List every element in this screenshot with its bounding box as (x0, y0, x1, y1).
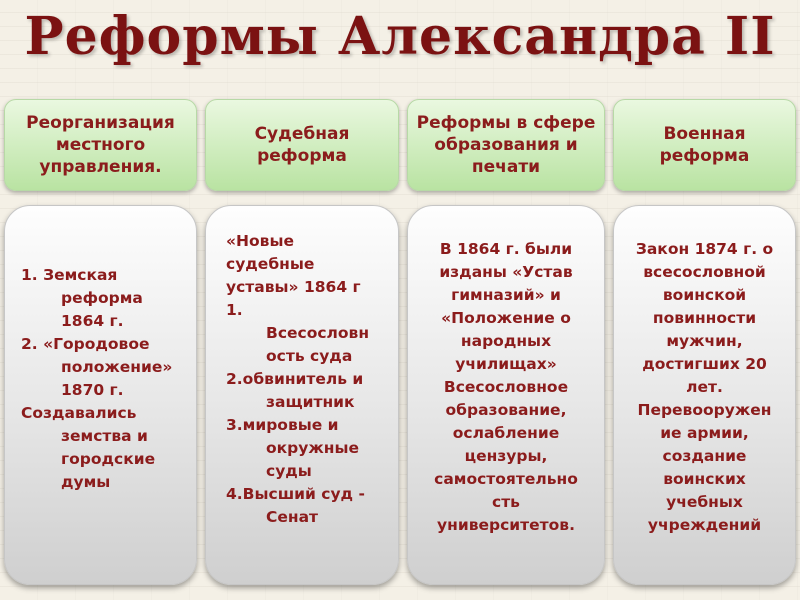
text-line: 1870 г. (61, 381, 124, 399)
text-line: «Новые (226, 232, 294, 250)
text-line: 1. (226, 301, 243, 319)
text-line: создание (662, 447, 747, 465)
text-line: университетов. (437, 516, 575, 534)
text-line: реформа (61, 289, 143, 307)
text-line: Создавались (21, 404, 137, 422)
text-line: учебных (666, 493, 743, 511)
text-line: воинских (663, 470, 746, 488)
text-line: «Положение о (441, 309, 571, 327)
text-line: ость суда (266, 347, 353, 365)
text-line: лет. (686, 378, 723, 396)
text-line: городские (61, 450, 156, 468)
text-line: воинской (662, 286, 747, 304)
text-line: сть (492, 493, 520, 511)
panel-judicial-reform (205, 205, 399, 585)
text-line: Всесословн (266, 324, 370, 342)
text-line: 1864 г. (61, 312, 124, 330)
text-line: судебные (226, 255, 315, 273)
text-line: думы (61, 473, 111, 491)
text-line: народных (460, 332, 552, 350)
text-line: 2.обвинитель и (226, 370, 364, 388)
panel-military-reform (613, 205, 796, 585)
header-judicial-reform (205, 99, 399, 191)
text-line: уставы» 1864 г (226, 278, 361, 296)
text-line: повинности (652, 309, 757, 327)
text-line: Перевооружен (637, 401, 772, 419)
text-line: мужчин, (666, 332, 743, 350)
text-line: изданы «Устав (439, 263, 573, 281)
text-line: достигших 20 (642, 355, 767, 373)
text-line: Сенат (266, 508, 319, 526)
text-line: Всесословное (443, 378, 569, 396)
panel-local-government (4, 205, 197, 585)
page-title: Реформы Александра II (24, 6, 776, 67)
text-line: гимназий» и (451, 286, 561, 304)
text-line: 4.Высший суд - (226, 485, 365, 503)
text-line: защитник (266, 393, 355, 411)
text-line: учреждений (647, 516, 762, 534)
text-line: ослабление (452, 424, 560, 442)
header-education-reform (407, 99, 605, 191)
text-line: окружные (266, 439, 360, 457)
header-label: Военная реформа (659, 124, 750, 166)
text-line: Закон 1874 г. о (635, 240, 774, 258)
header-label: Реорганизация местного управления. (26, 113, 175, 177)
text-line: положение» (61, 358, 173, 376)
header-label: Судебная реформа (254, 124, 350, 166)
text-line: всесословной (643, 263, 766, 281)
header-local-government (4, 99, 197, 191)
text-line: 1. Земская (21, 266, 118, 284)
header-military-reform (613, 99, 796, 191)
text-line: суды (266, 462, 312, 480)
text-line: земства и (61, 427, 148, 445)
text-line: самостоятельно (434, 470, 578, 488)
text-line: 3.мировые и (226, 416, 339, 434)
header-label: Реформы в сфере образования и печати (416, 113, 596, 177)
text-line: цензуры, (464, 447, 548, 465)
text-line: училищах» (455, 355, 557, 373)
panel-education-reform (407, 205, 605, 585)
text-line: В 1864 г. были (439, 240, 573, 258)
text-line: образование, (445, 401, 567, 419)
text-line: 2. «Городовое (21, 335, 150, 353)
text-line: ие армии, (660, 424, 749, 442)
